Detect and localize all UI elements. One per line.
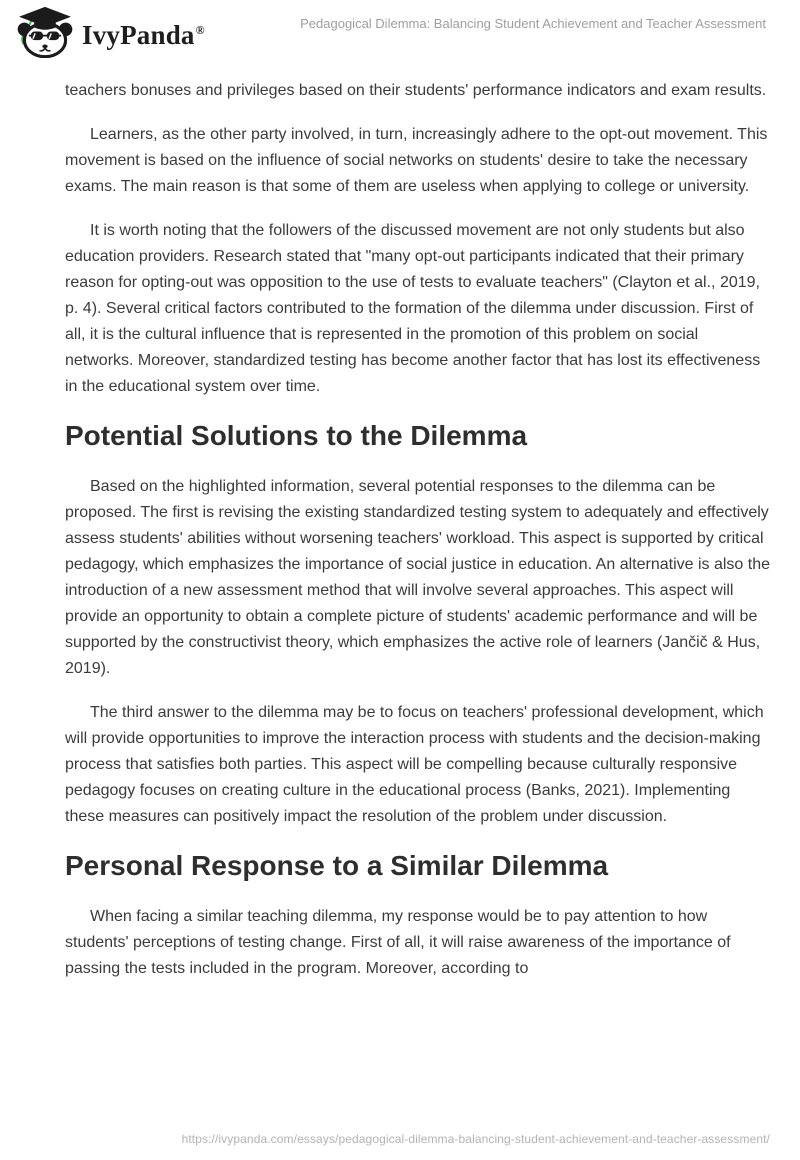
ivypanda-logo <box>14 6 205 58</box>
essay-content <box>0 64 800 982</box>
registered-trademark-symbol: ® <box>195 22 205 37</box>
paragraph-solutions: Based on the highlighted information, several potential responses to the dilemma can be proposed. The first is revising the existing standardized testing system to adequately and effectively assess students' abilities without worsening teachers' workload. This aspect is supported by critical pedagogy, which emphasizes the importance of social justice in education. An alternative is also the introduction of a new assessment method that will involve several approaches. This aspect will provide an opportunity to obtain a complete picture of students' academic performance and will be supported by the constructivist theory, which emphasizes the active role of learners (Jančič & Hus, 2019). <box>65 478 770 677</box>
logo-wordmark-text: IvyPanda <box>82 19 195 50</box>
page-footer <box>0 1130 770 1148</box>
paragraph-personal-response: When facing a similar teaching dilemma, my response would be to pay attention to how students' perceptions of testing change. First of all, it will raise awareness of the importance of passing the tests included in the program. Moreover, according to <box>65 908 731 977</box>
source-url: https://ivypanda.com/essays/pedagogical-dilemma-balancing-student-achievement-and-teacher-assessment/ <box>181 1132 770 1146</box>
section-heading-personal-response: Personal Response to a Similar Dilemma <box>65 850 609 881</box>
running-head-title: Pedagogical Dilemma: Balancing Student Achievement and Teacher Assessment <box>300 16 766 31</box>
paragraph-learners: Learners, as the other party involved, in turn, increasingly adhere to the opt-out movement. This movement is based on the influence of social networks on students' desire to take the necessary exams. The main reason is that some of them are useless when applying to college or university. <box>65 126 768 195</box>
paragraph-third-answer: The third answer to the dilemma may be to focus on teachers' professional development, which will provide opportunities to improve the interaction process with students and the decision-making process that satisfies both parties. This aspect will be compelling because culturally responsive pedagogy focuses on creating culture in the educational process (Banks, 2021). Implementing these measures can positively impact the resolution of the problem under discussion. <box>65 704 764 825</box>
panda-graduate-logo-icon <box>14 6 76 58</box>
paragraph-opt-out-followers: It is worth noting that the followers of the discussed movement are not only students but also education providers. Research stated that "many opt-out participants indicated that their primary reason for opting-out was opposition to the use of tests to evaluate teachers" (Clayton et al., 2019, p. 4). Several critical factors contributed to the formation of the dilemma under discussion. First of all, it is the cultural influence that is represented in the promotion of this problem on social networks. Moreover, standardized testing has become another factor that has lost its effectiveness in the educational system over time. <box>65 222 761 395</box>
page-header <box>0 0 800 64</box>
logo-wordmark <box>82 19 205 50</box>
section-heading-potential-solutions: Potential Solutions to the Dilemma <box>65 420 528 451</box>
paragraph-continuation: teachers bonuses and privileges based on their students' performance indicators and exam results. <box>65 82 767 99</box>
